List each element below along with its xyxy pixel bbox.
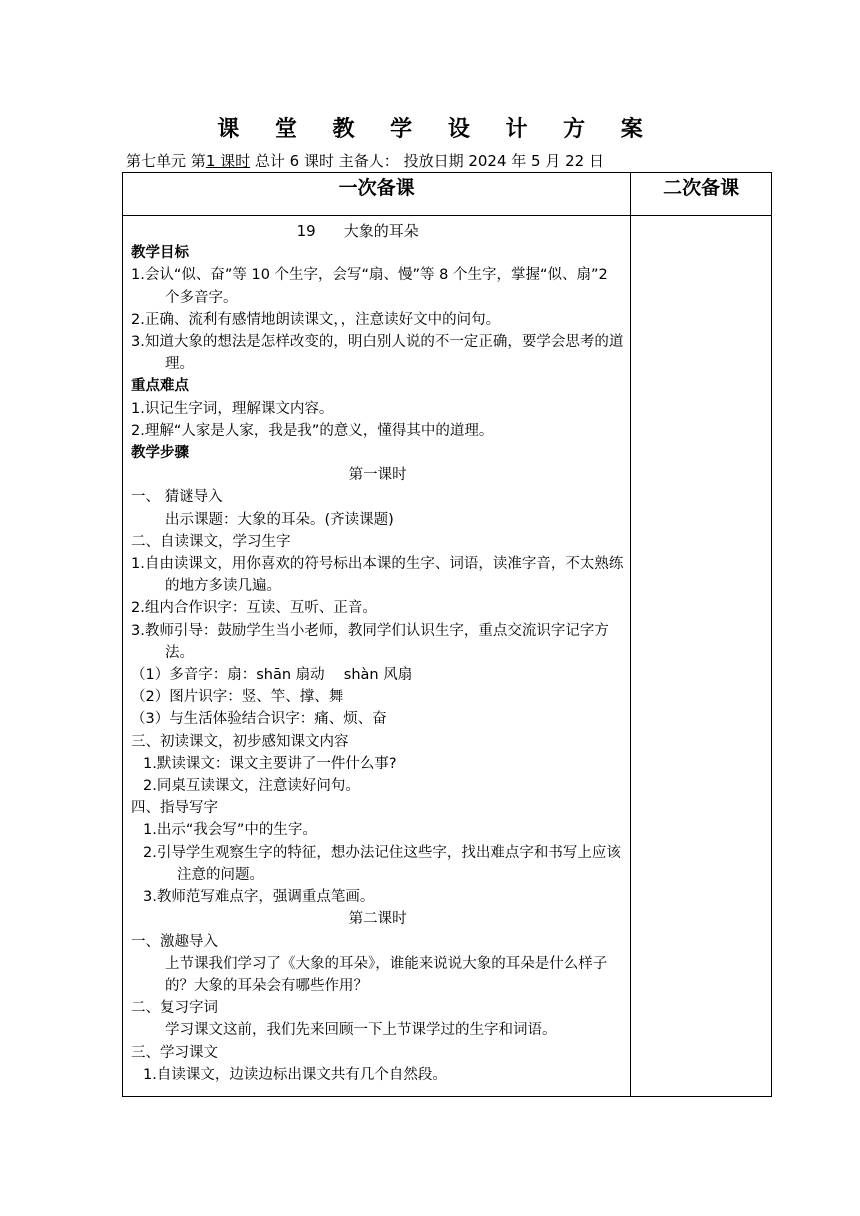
step-item: 3.教师引导：鼓励学生当小老师，教同学们认识生字，重点交流识字记字方法。 <box>131 622 609 661</box>
period-two-heading: 第二课时 <box>348 911 407 928</box>
first-preparation-header: 一次备课 <box>123 173 631 216</box>
lesson-meta <box>126 150 604 171</box>
step-item: 2.引导学生观察生字的特征，想办法记住这些字，找出难点字和书写上应该注意的问题。 <box>143 844 621 883</box>
lesson-title <box>131 220 624 242</box>
step-item: 2.同桌互读课文，注意读好问句。 <box>143 778 360 795</box>
lesson-number-label: 19 <box>296 222 316 240</box>
objectives-heading: 教学目标 <box>131 245 189 262</box>
preparer-label: 主备人： <box>338 152 399 170</box>
step-line: 出示课题：大象的耳朵。(齐读课题) <box>165 511 394 528</box>
step-subitem: （2）图片识字：竖、竿、撑、舞 <box>131 689 344 706</box>
step-title: 四、指导写字 <box>131 800 218 817</box>
step-title: 二、自读课文，学习生字 <box>131 533 291 550</box>
objective-item: 1.会认“似、奋”等 10 个生字，会写“扇、慢”等 8 个生字，掌握“似、扇”2 个多音字。 <box>131 267 608 306</box>
step-item: 1.默读课文：课文主要讲了一件什么事? <box>143 755 397 772</box>
key-point-item: 1.识记生字词，理解课文内容。 <box>131 400 334 417</box>
lesson-plan-table <box>122 172 772 1097</box>
lesson-number: 1 课时 <box>205 152 251 170</box>
step-title: 二、复习字词 <box>131 1000 218 1017</box>
step-item: 1.自由读课文，用你喜欢的符号标出本课的生字、词语，读准字音，不太熟练的地方多读几遍。 <box>131 556 624 595</box>
second-preparation-cell <box>631 216 772 1097</box>
key-points-heading: 重点难点 <box>131 378 189 395</box>
step-line: 上节课我们学习了《大象的耳朵》，谁能来说说大象的耳朵是什么样子的？大象的耳朵会有哪些作用？ <box>165 955 608 994</box>
lesson-name: 大象的耳朵 <box>343 222 419 240</box>
step-title: 三、初读课文，初步感知课文内容 <box>131 733 349 750</box>
step-title: 一、激趣导入 <box>131 933 218 950</box>
steps-heading: 教学步骤 <box>131 445 189 462</box>
step-subitem: （1）多音字：扇：shān 扇动 shàn 风扇 <box>131 667 413 684</box>
step-title: 三、学习课文 <box>131 1044 218 1061</box>
step-item: 2.组内合作识字：互读、互听、正音。 <box>131 600 377 617</box>
first-preparation-cell <box>123 216 631 1097</box>
step-line: 学习课文这前，我们先来回顾一下上节课学过的生字和词语。 <box>165 1022 557 1039</box>
objective-item: 2.正确、流利有感情地朗读课文，，注意读好文中的问句。 <box>131 311 501 328</box>
step-item: 1.出示“我会写”中的生字。 <box>143 822 317 839</box>
unit-label: 第七单元 <box>126 152 187 170</box>
period-one-heading: 第一课时 <box>348 467 407 484</box>
total-lessons: 总计 6 课时 <box>254 152 334 170</box>
document-title: 课 堂 教 学 设 计 方 案 <box>217 117 657 142</box>
objective-item: 3.知道大象的想法是怎样改变的，明白别人说的不一定正确，要学会思考的道理。 <box>131 334 624 373</box>
step-subitem: （3）与生活体验结合识字：痛、烦、奋 <box>131 711 387 728</box>
step-item: 3.教师范写难点字，强调重点笔画。 <box>143 889 375 906</box>
step-line: 1.自读课文，边读边标出课文共有几个自然段。 <box>143 1066 447 1083</box>
step-title: 一、 猜谜导入 <box>131 489 223 506</box>
release-date: 投放日期 2024 年 5 月 22 日 <box>403 152 604 170</box>
lesson-prefix: 第 <box>190 152 206 170</box>
second-preparation-header: 二次备课 <box>631 173 772 216</box>
key-point-item: 2.理解“人家是人家，我是我”的意义，懂得其中的道理。 <box>131 422 494 439</box>
